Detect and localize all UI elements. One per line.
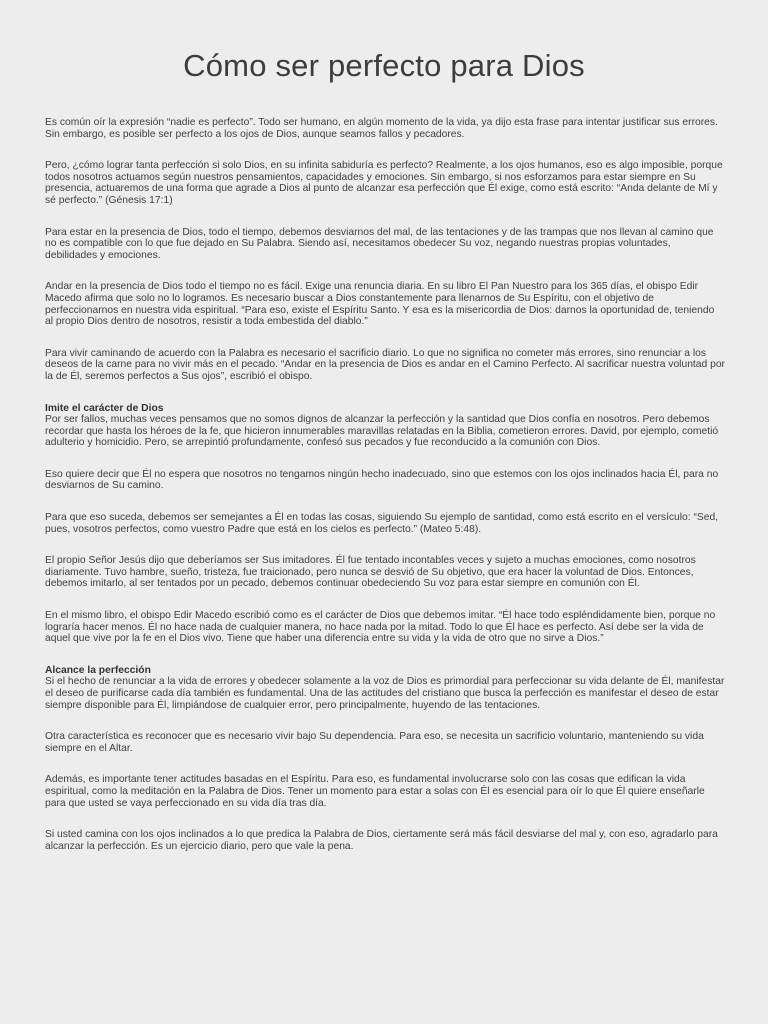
paragraph-daily-sacrifice: Para vivir caminando de acuerdo con la Palabra es necesario el sacrificio diario. Lo que no significa no cometer más errores, sino renunciar a los deseos de la carne para no vivir más en el pecado. “Andar en la presencia de Dios es andar en el Camino Perfecto. Al sacrificar nuestra voluntad por la de Él, seremos perfectos a Sus ojos”, escribió el obispo. — [45, 347, 725, 382]
paragraph-spirit-attitudes: Además, es importante tener actitudes basadas en el Espíritu. Para eso, es fundamental involucrarse solo con las cosas que edifican la vida espiritual, como la meditación en la Palabra de Dios. Tener un momento para estar a solas con Él es esencial para oír lo que Él quiere enseñarle para que usted se vaya perfeccionado en su vida día tras día. — [45, 774, 705, 809]
paragraph-character: En el mismo libro, el obispo Edir Macedo escribió como es el carácter de Dios que debemos imitar. “Él hace todo espléndidamente bien, porque no lograría hacer menos. Él no hace nada de cualquier manera, no hace nada por la mitad. Todo lo que Él hace es perfecto. Así debe ser la vida de aquel que vive por la fe en el Dios vivo. Tiene que haber una diferencia entre su vida y la vida de otro que no sirve a Dios.” — [45, 610, 716, 645]
section-reach-perfection — [45, 665, 725, 711]
section-text-imitate: Por ser fallos, muchas veces pensamos que no somos dignos de alcanzar la perfección y la santidad que Dios confía en nosotros. Pero debemos recordar que hasta los héroes de la fe, que hicieron innumerables maravillas relatadas en la Biblia, cometieron errores. David, por ejemplo, cometió adulterio y homicidio. Pero, se arrepintió profundamente, confesó sus pecados y fue reconducido a la comunión con Dios. — [45, 414, 719, 449]
paragraph-jesus-imitators: El propio Señor Jesús dijo que deberíamos ser Sus imitadores. Él fue tentado incontables veces y sujeto a muchas emociones, como nosotros diariamente. Tuvo hambre, sueño, tristeza, fue traicionado, pero nunca se desvió de Su objetivo, que era hacer la voluntad de Dios. Entonces, debemos imitarlo, al ser tentados por un pecado, debemos continuar obedeciendo Su voz para estar siempre en comunión con Él. — [45, 555, 696, 590]
section-text-reach-perfection: Si el hecho de renunciar a la vida de errores y obedecer solamente a la voz de Dios es primordial para perfeccionar su vida delante de Él, manifestar el deseo de purificarse cada día también es fundamental. Una de las actitudes del cristiano que busca la perfección es manifestar el deseo de estar siempre disponible para Él, limpiándose de cualquier error, pero principalmente, huyendo de las tentaciones. — [45, 676, 725, 711]
section-heading-imitate: Imite el carácter de Dios — [45, 402, 164, 414]
page-title: Cómo ser perfecto para Dios — [183, 48, 585, 83]
paragraph-inclined-eyes: Eso quiere decir que Él no espera que nosotros no tengamos ningún hecho inadecuado, sino que estemos con los ojos inclinados hacia Él, para no desviarnos de Su camino. — [45, 468, 719, 492]
paragraph-daily-renunciation: Andar en la presencia de Dios todo el tiempo no es fácil. Exige una renuncia diaria. En su libro El Pan Nuestro para los 365 días, el obispo Edir Macedo afirma que solo no lo logramos. Es necesario buscar a Dios constantemente para llenarnos de Su Espíritu, con el objetivo de perfeccionarnos en nuestra vida espiritual. “Para eso, existe el Espíritu Santo. Y esa es la misericordia de Dios: darnos la oportunidad de, teniendo al propio Dios dentro de nosotros, resistir a toda embestida del diablo.” — [45, 281, 715, 328]
paragraph-intro: Es común oír la expresión “nadie es perfecto”. Todo ser humano, en algún momento de la vida, ya dijo esta frase para intentar justificar sus errores. Sin embargo, es posible ser perfecto a los ojos de Dios, aunque seamos fallos y pecadores. — [45, 117, 718, 140]
paragraph-how-perfection: Pero, ¿cómo lograr tanta perfección si solo Dios, en su infinita sabiduría es perfecto? Realmente, a los ojos humanos, eso es algo imposible, porque todos nosotros actuamos según nuestros pensamientos, capacidades y emociones. Sin embargo, si nos esforzamos para estar siempre en Su presencia, actuaremos de una forma que agrade a Dios al punto de alcanzar esa perfección que Él exige, como está escrito: “Anda delante de Mí y sé perfecto.” (Génesis 17:1) — [45, 160, 723, 206]
section-heading-reach-perfection: Alcance la perfección — [45, 664, 151, 676]
paragraph-holiness: Para que eso suceda, debemos ser semejantes a Él en todas las cosas, siguiendo Su ejemplo de santidad, como está escrito en el versículo: “Sed, pues, vosotros perfectos, como vuestro Padre que está en los cielos es perfecto.” (Mateo 5:48). — [45, 512, 719, 535]
section-imitate — [45, 403, 725, 449]
article-body — [45, 117, 725, 872]
paragraph-conclusion: Si usted camina con los ojos inclinados a lo que predica la Palabra de Dios, ciertamente será más fácil desviarse del mal y, con eso, agradarlo para alcanzar la perfección. Es un ejercicio diario, pero que vale la pena. — [45, 829, 718, 852]
paragraph-dependence: Otra característica es reconocer que es necesario vivir bajo Su dependencia. Para eso, se necesita un sacrificio voluntario, manteniendo su vida siempre en el Altar. — [45, 731, 704, 754]
paragraph-presence: Para estar en la presencia de Dios, todo el tiempo, debemos desviarnos del mal, de las tentaciones y de las trampas que nos llevan al camino que no es compatible con lo que fue dejado en Su Palabra. Siendo así, necesitamos obedecer Su voz, negando nuestras propias voluntades, debilidades y emociones. — [45, 226, 714, 261]
